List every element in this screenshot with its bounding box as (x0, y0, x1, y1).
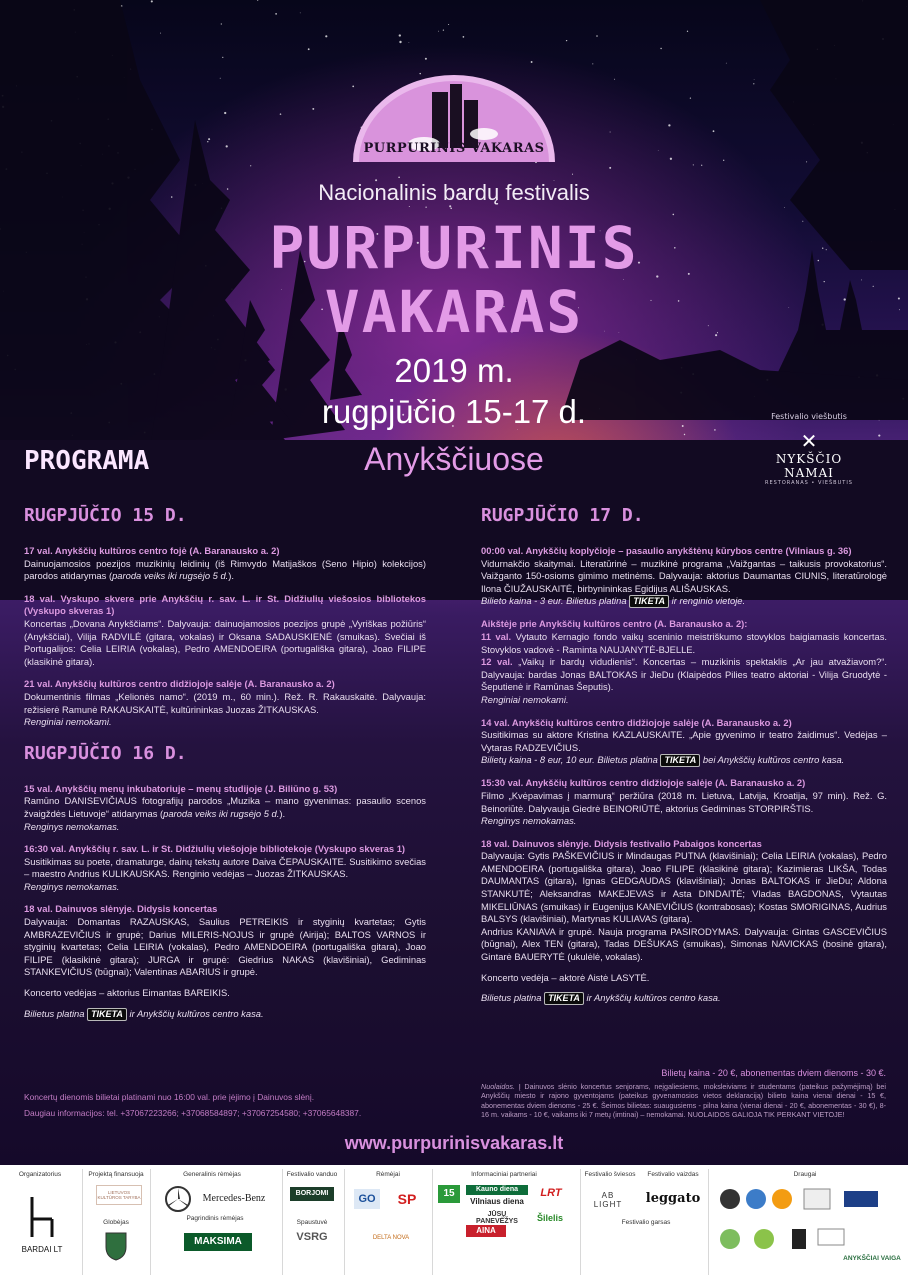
event-time: 12 val. (481, 656, 513, 668)
event-item (24, 678, 426, 728)
day-17-heading: RUGPJŪČIO 17 D. (481, 505, 644, 526)
leggato-logo: leggato (645, 1191, 701, 1206)
discount-text: Į Dainuvos slėnio koncertus senjorams, neįgaliesiems, moksleiviams ir studentams (pateikus pažymėjimą) bei Anykščių miesto ir rajono gyventojams (pateikus gyvenamosios vietos deklaraciją) bilieto kaina vienai dienai - 15 €, abonementas dviem dienoms - 25 €. Šeimos bilietas: suaugusiems - pilna kaina (vienai dienai - 20 €, abonementas - 30 €), 8-16 m. vaikams - 10 €, vaikams iki 7 metų (imtinai) – nemokamai. NUOLAIDOS GALIOJA TIK PERKANT VIETOJE! (481, 1082, 887, 1120)
day-16-heading: RUGPJŪČIO 16 D. (24, 742, 187, 764)
lrt-logo: LRT (540, 1187, 562, 1199)
event-item (24, 545, 426, 583)
event-heading: Aikštėje prie Anykščių kultūros centro (A. Baranausko a. 2): (481, 618, 748, 630)
ticket-text-end: ir renginio vietoje. (671, 595, 746, 607)
event-tickets (481, 595, 887, 608)
event-item (481, 545, 887, 608)
event-body: Ramūno DANISEVIČIAUS fotografijų parodos „Muzika – mano gyvenimas: pasaulio scenos žvaigždės Lietuvoje“ atidarymas ( (24, 795, 426, 819)
hotel-name: NYKŠČIO NAMAI (775, 452, 843, 480)
festival-place: Anykščiuose (364, 441, 544, 477)
website-link[interactable]: www.purpurinisvakaras.lt (344, 1133, 564, 1153)
organizer-label: Organizatorius (18, 1171, 62, 1178)
patron-label: Globėjas (103, 1219, 129, 1226)
event-note: Renginys nemokamas. (24, 880, 120, 892)
event-note: Renginiai nemokami. (481, 693, 569, 705)
water-label: Festivalio vanduo (286, 1171, 338, 1178)
ticket-text-end: bei Anykščių kultūros centro kasa. (702, 754, 845, 766)
ticket-text: Bilietus platina (24, 1007, 85, 1019)
event-heading: 15 val. Anykščių menų inkubatoriuje – menų studijoje (J. Biliūno g. 53) (24, 782, 338, 794)
festival-year: 2019 m. (394, 352, 514, 389)
divider (282, 1169, 283, 1275)
event-item (24, 843, 426, 893)
sound-label: Festivalio garsas (621, 1219, 671, 1226)
event-body-end: ). (279, 807, 286, 819)
silelis-logo: Šilelis (536, 1213, 563, 1223)
event-note: Renginys nemokamas. (24, 820, 120, 832)
discount-label: Nuolaidos. (481, 1082, 515, 1091)
divider (432, 1169, 433, 1275)
event-heading: 14 val. Anykščių kultūros centro didžiojoje salėje (A. Baranausko a. 2) (481, 716, 792, 728)
footer-note-tickets: Koncertų dienomis bilietai platinami nuo 16:00 val. prie įėjimo į Dainuvos slėnį. (24, 1092, 315, 1102)
mercedes-star-icon (164, 1185, 192, 1213)
main-sponsor-label: Pagrindinis rėmėjas (186, 1215, 244, 1222)
info-15-logo: 15 (438, 1185, 460, 1203)
anyksciai-coat-of-arms-icon (104, 1231, 128, 1261)
event-item (24, 903, 426, 1020)
borjomi-logo: BORJOMI (290, 1187, 334, 1201)
festival-subtitle: Nacionalinis bardų festivalis (318, 180, 590, 205)
event-body: Filmo „Kvėpavimas į marmurą“ peržiūra (2018 m. Lietuva, Latvija, Kroatija, 97 min). Rež. G. Beinoriūtė. Dalyvauja Giedrė BEINORIŪTĖ, aktorius Gediminas STORPIRŠTIS. (481, 789, 887, 814)
event-tickets (481, 992, 887, 1005)
general-sponsor-label: Generalinis rėmėjas (183, 1171, 241, 1178)
event-item (24, 783, 426, 833)
discount-notes (481, 1082, 886, 1120)
ltk-logo: LIETUVOS KULTŪROS TARYBA (96, 1185, 142, 1205)
event-body-italic: paroda veiks iki rugsėjo 5 d. (163, 807, 280, 819)
event-body: Susitikimas su poete, dramaturge, dainų tekstų autore Daiva ČEPAUSKAITE. Susitikimo svečias – maestro Andrius KULIKAUSKAS. Renginio vedėjas – Juozas ŽITKAUSKAS. (24, 855, 426, 880)
event-line (481, 631, 887, 656)
event-item (481, 838, 887, 1006)
event-body: Dokumentinis filmas „Kelionės namo“. (2019 m., 60 min.). Rež. R. Rakauskaitė. Dalyvauja: režisierė Ramunė RAKAUSKAITĖ, kultūrininkas Juozas ŽITKAUSKAS. (24, 690, 426, 715)
printer-label: Spaustuvė (296, 1219, 328, 1226)
event-heading: 21 val. Anykščių kultūros centro didžiojoje salėje (A. Baranausko a. 2) (24, 678, 335, 690)
programa-heading: PROGRAMA (24, 446, 150, 476)
hotel-emblem-icon: ✕ (800, 429, 818, 453)
mercedes-logo: Mercedes-Benz (202, 1193, 266, 1204)
event-body-end: ). (228, 570, 235, 582)
supporter-deltanova-logo: DELTA NOVA (372, 1235, 410, 1241)
info-partners-label: Informaciniai partneriai (471, 1171, 537, 1178)
tiketa-logo: TIKETA (544, 992, 584, 1005)
tiketa-logo: TIKETA (629, 595, 669, 608)
divider (82, 1169, 83, 1275)
event-body: Vytauto Kernagio fondo vaikų sceninio meistriškumo stovyklos baigiamasis koncertas. Stovyklos vadovė - Raminta NAUJANYTĖ-BJELLE. (481, 630, 888, 655)
ticket-prices: Bilietų kaina - 20 €, abonementas dviem dienoms - 30 €. (661, 1068, 886, 1078)
supporters-label: Rėmėjai (376, 1171, 400, 1178)
event-note: Renginiai nemokami. (24, 716, 112, 728)
event-heading: 17 val. Anykščių kultūros centro fojė (A. Baranausko a. 2) (24, 545, 280, 556)
divider (580, 1169, 581, 1275)
supporter-go-logo: GO (354, 1189, 380, 1209)
event-body: Susitikimas su aktore Kristina KAZLAUSKAITE. „Apie gyvenimo ir teatro žaidimus“. Vedėjas – Vytaras RADZEVIČIUS. (481, 729, 887, 753)
maksima-logo: MAKSIMA (184, 1233, 252, 1251)
hotel-label: Festivalio viešbutis (771, 412, 847, 421)
project-label: Projektą finansuoja (88, 1171, 144, 1178)
ticket-text: Bilieto kaina - 3 eur. Bilietus platina (481, 595, 627, 607)
hotel-subtitle: RESTORANAS • VIEŠBUTIS (765, 480, 853, 486)
lights-label: Festivalio šviesos (584, 1171, 636, 1178)
title-line-1: PURPURINIS (269, 214, 639, 282)
day-15-heading: RUGPJŪČIO 15 D. (24, 505, 187, 526)
ticket-text-end: ir Anykščių kultūros centro kasa. (586, 992, 721, 1004)
program-right-column (481, 505, 887, 1015)
ab-light-logo: AB LIGHT (593, 1191, 623, 1209)
event-host: Koncerto vedėjas – aktorius Eimantas BAREIKIS. (24, 987, 230, 999)
event-item (24, 593, 426, 669)
event-body: Vidurnakčio skaitymai. Literatūrinė – muzikinė programa „Vaižgantas – taikusis provokatorius“. Vaižganto 150-osioms gimimo metinėms. Dalyvauja: aktorius Daumantas CIUNIS, literatūrologė Ilona ČIUŽAUSKAITĖ, birbynininkas Egidijus ALIŠAUSKAS. (481, 557, 887, 594)
aina-logo: AINA (466, 1225, 506, 1237)
event-body: Koncertas „Dovana Anykščiams“. Dalyvauja: dainuojamosios poezijos grupė „Vyriškas požiūris“ (Anykščiai), Vilija RADVILĖ (gitara, vokalas) ir Oksana SADAUSKIENĖ (smuikas). Svečiai iš Portugalijos: Celia LEIRIA (vokalas), Pedro AMENDOEIRA (portugališka gitara), Joao FILIPE (klasikinė gitara). (24, 617, 426, 667)
visuals-label: Festivalio vaizdas (647, 1171, 699, 1178)
friends-label: Draugai (793, 1171, 817, 1178)
event-body: „Vaikų ir bardų vidudienis“. Koncertas – muzikinis spektaklis „Ar jau atvažiavom?“. Dalyvauja: bardas Jonas BALTOKAS ir JieDu (Klaipėdos Pilies teatro aktoriai - Vilija Gruodytė - Šeputienė ir Ramūnas Šeputis). (481, 656, 888, 693)
tiketa-logo: TIKETA (660, 754, 700, 767)
event-tickets (481, 754, 887, 767)
organizer-chair-icon (24, 1193, 58, 1241)
event-body: Dalyvauja: Domantas RAZAUSKAS, Saulius PETREIKIS ir styginių kvartetas; Gytis AMBRAZEVIČIUS ir grupė; Darius MILERIS-NOJUS ir grupė (Airija); BALTOS VARNOS ir styginių kvartetas; Celia LEIRIA (vokalas), Pedro AMENDOEIRA (portugališka gitara), Joao FILIPE (klasikinė gitara); JURGA ir grupė: Giedrius NAKAS (klavišiniai), Gediminas STANKEVIČIUS (būgnai); Valentinas ABARIUS ir grupė. (24, 916, 426, 978)
tiketa-logo: TIKETA (87, 1008, 127, 1021)
event-tickets (24, 1008, 426, 1021)
hotel-logo (755, 430, 863, 486)
anyksciai-vaiga-logo: ANYKŠČIAI VAIGA (843, 1255, 901, 1262)
supporter-sp-logo: SP (397, 1191, 417, 1207)
event-line (481, 656, 887, 694)
event-heading: 16:30 val. Anykščių r. sav. L. ir St. Didžiulių viešojoje bibliotekoje (Vyskupo skveras 1) (24, 843, 406, 855)
event-heading: 18 val. Dainuvos slėnyje. Didysis festivalio Pabaigos koncertas (481, 837, 762, 849)
event-item (481, 717, 887, 768)
vilniaus-diena-logo: Vilniaus diena (470, 1197, 524, 1206)
divider (708, 1169, 709, 1275)
event-host: Koncerto vedėja – aktorė Aistė LASYTĖ. (481, 971, 650, 983)
jusu-panevezys-logo: JŪSŲ PANEVĖŽYS (476, 1211, 518, 1225)
event-item (481, 777, 887, 827)
event-heading: 18 val. Dainuvos slėnyje. Didysis koncertas (24, 903, 218, 915)
event-body: Dalyvauja: Gytis PAŠKEVIČIUS ir Mindaugas PUTNA (klavišiniai); Celia LEIRIA (vokalas), Pedro AMENDOEIRA (portugališka gitara), Joao FILIPE (klasikinė gitara); Kazimieras LIKŠA, Todas DAUMANTAS (gitara), Ignas GEDGAUDAS (klavišiniai); Jonas BALTOKAS ir JieDu; Aldona STANKUTĖ; Aleksandras MAKEJEVAS ir Asta DINDAITĖ; Vladas BAGDONAS, Vytautas MIKELIŪNAS (smuikas) ir Eugenijus KANEVIČIUS (kontrabosas); Kostas SMORIGINAS, Audrius BALSYS (klavišiniai), Martynas KULIAVAS (gitara). (481, 850, 887, 925)
festival-dates: rugpjūčio 15-17 d. (321, 393, 587, 430)
divider (344, 1169, 345, 1275)
event-note: Renginys nemokamas. (481, 815, 577, 827)
event-heading: 18 val. Vyskupo skvere prie Anykščių r. sav. L. ir St. Didžiulių viešosios bibliotekos (Vyskupo skveras 1) (24, 592, 426, 617)
event-heading: 15:30 val. Anykščių kultūros centro didžiojoje salėje (A. Baranausko a. 2) (481, 777, 806, 789)
logo-caption: PURPURINIS VAKARAS (363, 141, 545, 156)
footer-note-contacts: Daugiau informacijos: tel. +37067223266; +37068584897; +37067254580; +37065648387. (24, 1108, 362, 1118)
title-line-2: VAKARAS (324, 278, 584, 346)
printer-logo: VSRG (296, 1231, 328, 1243)
event-body-2: Andrius KANIAVA ir grupė. Nauja programa PASIRODYMAS. Dalyvauja: Gintas GASCEVIČIUS (būgnai), Alex TEN (gitara), Tadas DEŠUKAS (smuikas), Simonas NAVICKAS (bosinė gitara), Gintarė BAUERYTĖ (ukulėlė, vokalas). (481, 925, 887, 963)
organizer-name: BARDAI LT (21, 1245, 63, 1254)
event-body-italic: paroda veiks iki rugsėjo 5 d. (112, 570, 229, 582)
event-item (481, 618, 887, 706)
kauno-diena-logo: Kauno diena (466, 1185, 528, 1195)
divider (150, 1169, 151, 1275)
sponsors-strip (0, 1165, 908, 1280)
program-left-column (24, 505, 426, 1031)
ticket-text: Bilietus platina (481, 992, 542, 1004)
ticket-text-end: ir Anykščių kultūros centro kasa. (129, 1007, 264, 1019)
ticket-text: Bilietų kaina - 8 eur, 10 eur. Bilietus platina (481, 754, 658, 766)
event-time: 11 val. (481, 630, 512, 642)
event-heading: 00:00 val. Anykščių koplyčioje – pasaulio anykštėnų kūrybos centre (Vilniaus g. 36) (481, 545, 852, 556)
event-body: Dainuojamosios poezijos muzikinių leidinių (iš Rimvydo Matijaškos (Seno Hipio) kolekcijos) parodos atidarymas ( (24, 557, 426, 582)
